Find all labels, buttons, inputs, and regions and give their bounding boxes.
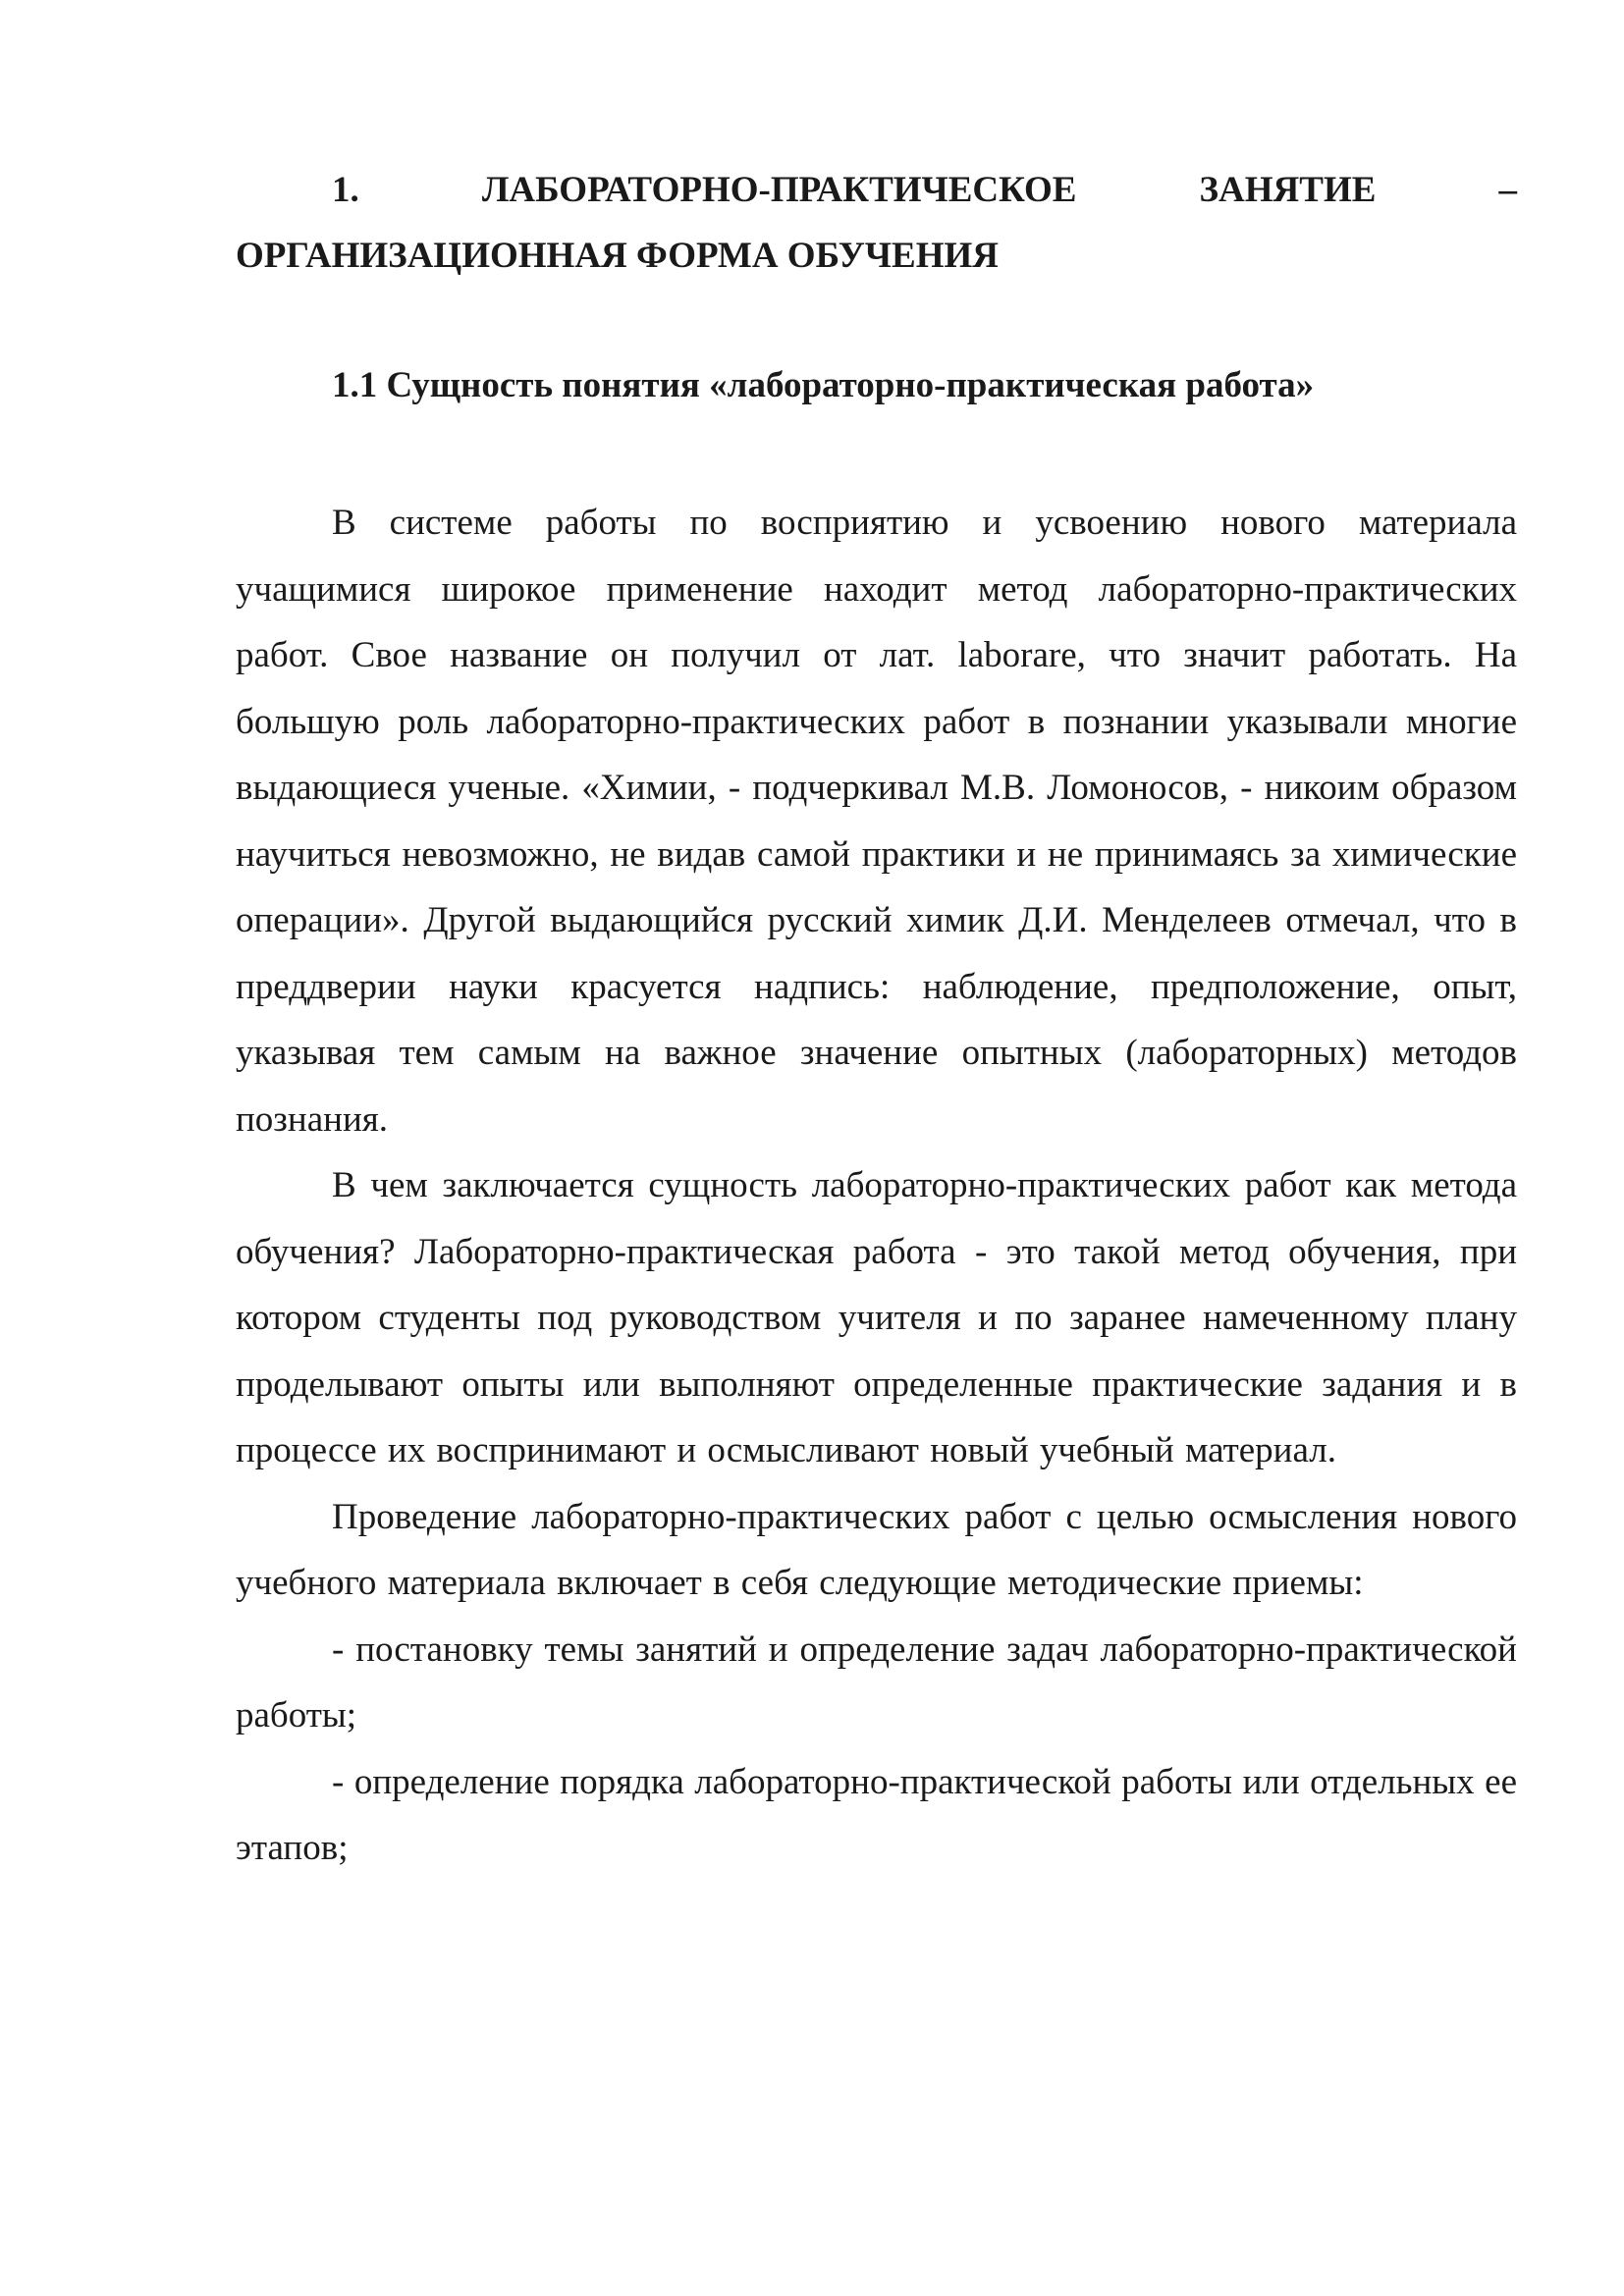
section-heading: 1.1 Сущность понятия «лабораторно-практическая работа» (332, 365, 1315, 405)
chapter-heading (236, 157, 1517, 289)
chapter-number: 1. (332, 170, 359, 210)
chapter-heading-line1 (236, 157, 1517, 223)
chapter-title-dash: – (1498, 170, 1517, 210)
chapter-heading-line2: ОРГАНИЗАЦИОННАЯ ФОРМА ОБУЧЕНИЯ (236, 236, 1000, 276)
chapter-title-word2: ЗАНЯТИЕ (1199, 170, 1377, 210)
list-item: - постановку темы занятий и определение задач лабораторно-практической работы; (236, 1629, 1517, 1735)
paragraph: В чем заключается сущность лабораторно-практических работ как метода обучения? Лабораторно-практическая работа - это такой метод обучения, при котором студенты под руководством учителя и по заранее намеченному плану проделывают опыты или выполняют определенные практические задания и в процессе их воспринимают и осмысливают новый учебный материал. (236, 1165, 1517, 1470)
paragraph: Проведение лабораторно-практических работ с целью осмысления нового учебного материала включает в себя следующие методические приемы: (236, 1496, 1517, 1603)
body-text (236, 490, 1517, 1882)
chapter-title-word1: ЛАБОРАТОРНО-ПРАКТИЧЕСКОЕ (481, 170, 1077, 210)
document-page (236, 157, 1517, 1882)
list-item: - определение порядка лабораторно-практической работы или отдельных ее этапов; (236, 1761, 1517, 1868)
paragraph: В системе работы по восприятию и усвоению нового материала учащимися широкое применение находит метод лабораторно-практических работ. Свое название он получил от лат. laborare, что значит работать. На большую роль лабораторно-практических работ в познании указывали многие выдающиеся ученые. «Химии, - подчеркивал М.В. Ломоносов, - никоим образом научиться невозможно, не видав самой практики и не принимаясь за химические операции». Другой выдающийся русский химик Д.И. Менделеев отмечал, что в преддверии науки красуется надпись: наблюдение, предположение, опыт, указывая тем самым на важное значение опытных (лабораторных) методов познания. (236, 503, 1517, 1140)
